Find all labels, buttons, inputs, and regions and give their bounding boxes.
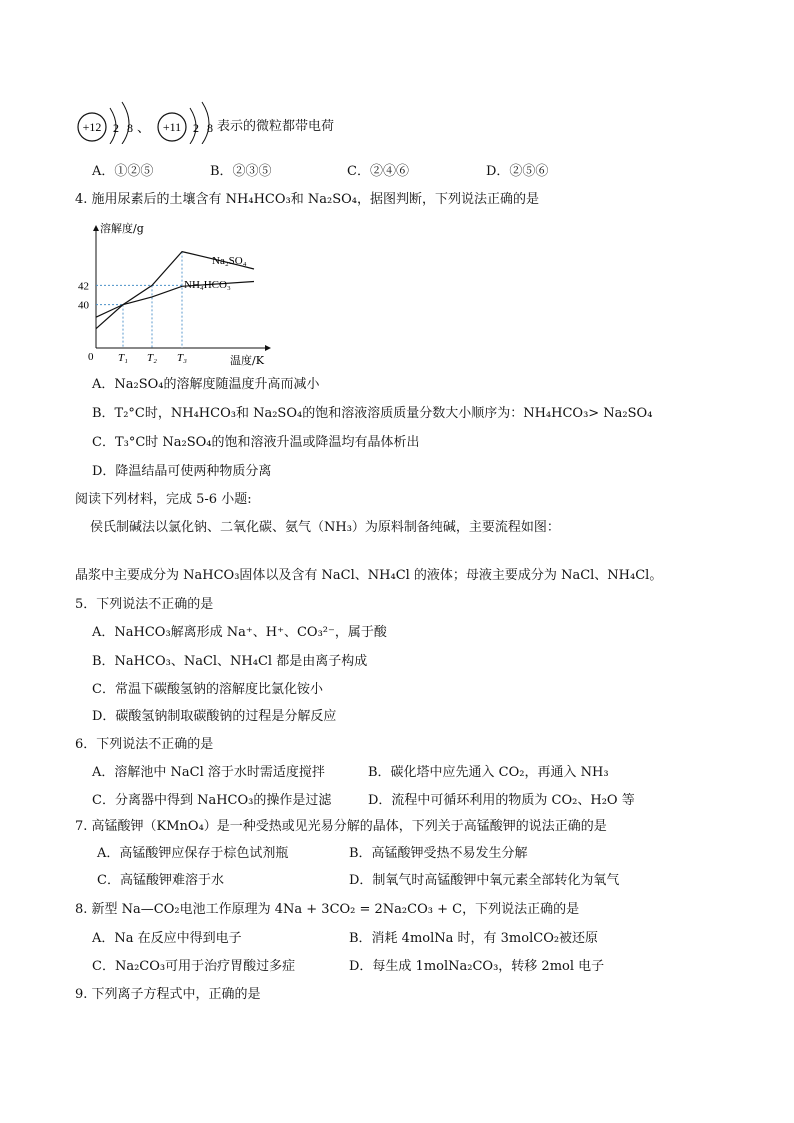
x-tick-label: T₂	[147, 352, 157, 364]
q3-option-d: D．②⑤⑥	[486, 164, 549, 179]
atom2-shell-2: 8	[207, 121, 213, 135]
q6-option-a: A．溶解池中 NaCl 溶于水时需适度搅拌	[92, 765, 325, 780]
q7-option-d: D．制氧气时高锰酸钾中氧元素全部转化为氧气	[349, 873, 620, 888]
q6-option-c: C．分离器中得到 NaHCO₃的操作是过滤	[92, 793, 332, 808]
tick-labels	[78, 280, 187, 364]
x-axis-label: 温度/K	[230, 354, 264, 367]
q7-option-c: C．高锰酸钾难溶于水	[97, 873, 224, 888]
q4-option-c: C．T₃°C时 Na₂SO₄的饱和溶液升温或降温均有晶体析出	[92, 435, 420, 450]
atom-separator: 、	[137, 121, 151, 136]
q7-option-a: A．高锰酸钾应保存于棕色试剂瓶	[97, 846, 289, 861]
atom1-shell-2: 8	[127, 121, 133, 135]
q5-option-a: A．NaHCO₃解离形成 Na⁺、H⁺、CO₃²⁻，属于酸	[92, 625, 387, 640]
q7-stem: 7. 高锰酸钾（KMnO₄）是一种受热或见光易分解的晶体，下列关于高锰酸钾的说法正确的是	[75, 819, 607, 834]
q5-option-c: C．常温下碳酸氢钠的溶解度比氯化铵小	[92, 682, 323, 697]
q4-option-a: A．Na₂SO₄的溶解度随温度升高而减小	[92, 377, 320, 392]
series-label: NH₄HCO₃	[184, 279, 231, 291]
atom-diagram-2	[158, 102, 213, 144]
y-tick-label: 42	[78, 280, 89, 293]
reading-note: 晶浆中主要成分为 NaHCO₃固体以及含有 NaCl、NH₄Cl 的液体；母液主要成分为 NaCl、NH₄Cl。	[75, 568, 663, 583]
q4-option-b: B．T₂°C时，NH₄HCO₃和 Na₂SO₄的饱和溶液溶质质量分数大小顺序为：NH₄HCO₃> Na₂SO₄	[92, 406, 653, 421]
atom1-shell-1: 2	[113, 121, 119, 135]
q5-option-b: B．NaHCO₃、NaCl、NH₄Cl 都是由离子构成	[92, 654, 368, 669]
q8-option-c: C．Na₂CO₃可用于治疗胃酸过多症	[92, 959, 296, 974]
reading-intro: 阅读下列材料，完成 5-6 小题:	[75, 492, 252, 507]
y-axis-label: 溶解度/g	[100, 222, 144, 235]
x-tick-label: T₁	[118, 352, 128, 364]
q5-option-d: D．碳酸氢钠制取碳酸钠的过程是分解反应	[92, 709, 337, 724]
q4-stem: 4. 施用尿素后的土壤含有 NH₄HCO₃和 Na₂SO₄，据图判断，下列说法正确的是	[75, 192, 539, 207]
atom1-nucleus: +12	[82, 120, 102, 134]
origin-label: 0	[88, 351, 94, 363]
q5-stem: 5．下列说法不正确的是	[75, 597, 214, 612]
q3-option-c: C．②④⑥	[347, 164, 409, 179]
q3-option-a: A．①②⑤	[92, 164, 154, 179]
series-labels	[184, 255, 247, 291]
q8-option-a: A．Na 在反应中得到电子	[92, 931, 242, 946]
q8-option-d: D．每生成 1molNa₂CO₃，转移 2mol 电子	[349, 959, 605, 974]
x-tick-label: T₃	[177, 352, 187, 364]
q8-option-b: B．消耗 4molNa 时，有 3molCO₂被还原	[349, 931, 599, 946]
q7-option-b: B．高锰酸钾受热不易发生分解	[349, 846, 528, 861]
q6-stem: 6．下列说法不正确的是	[75, 737, 214, 752]
reading-paragraph: 侯氏制碱法以氯化钠、二氧化碳、氨气（NH₃）为原料制备纯碱，主要流程如图：	[90, 520, 560, 535]
q6-option-b: B．碳化塔中应先通入 CO₂，再通入 NH₃	[368, 765, 609, 780]
q3-option-b: B．②③⑤	[210, 164, 272, 179]
atom2-nucleus: +11	[162, 120, 182, 134]
atom2-shell-1: 2	[193, 121, 199, 135]
series-label: Na₂SO₄	[212, 255, 247, 267]
q4-option-d: D．降温结晶可使两种物质分离	[92, 464, 272, 479]
q9-stem: 9. 下列离子方程式中，正确的是	[75, 987, 261, 1002]
atom-diagram-1	[78, 102, 150, 144]
y-tick-label: 40	[78, 299, 89, 312]
solubility-chart	[76, 218, 276, 368]
q8-stem: 8. 新型 Na—CO₂电池工作原理为 4Na + 3CO₂ = 2Na₂CO₃ + C，下列说法正确的是	[75, 902, 580, 917]
q3-statement-text: 表示的微粒都带电荷	[217, 119, 335, 134]
q6-option-d: D．流程中可循环利用的物质为 CO₂、H₂O 等	[368, 793, 635, 808]
